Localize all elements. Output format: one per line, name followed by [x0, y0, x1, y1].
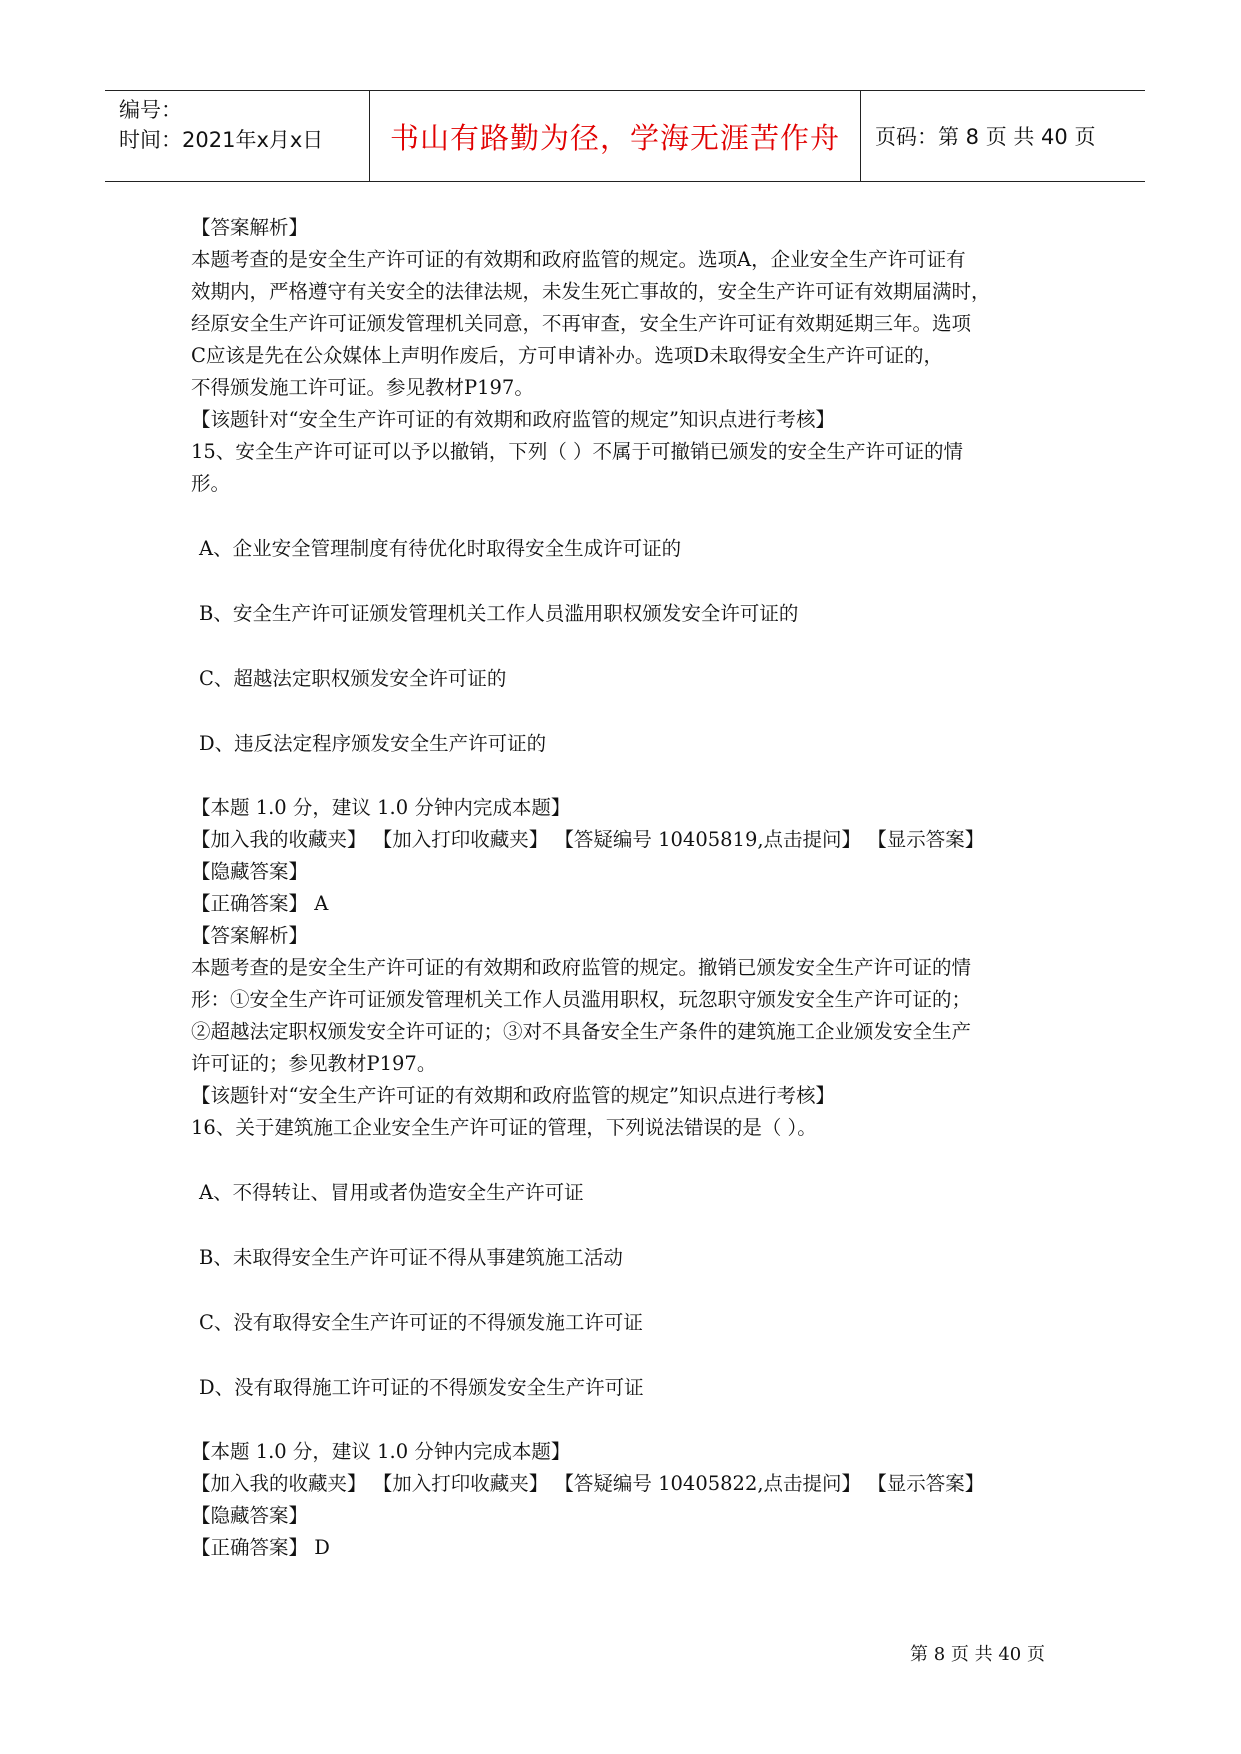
analysis-label: 【答案解析】	[191, 216, 309, 239]
document-number-label: 编号：	[119, 98, 182, 122]
header-left-cell	[105, 91, 370, 181]
page-footer: 第 8 页 共 40 页	[910, 1644, 1045, 1665]
analysis-line: C应该是先在公众媒体上声明作废后，方可申请补办。选项D未取得安全生产许可证的，	[191, 344, 944, 367]
question-15-hide-answer[interactable]: 【隐藏答案】	[191, 860, 309, 883]
question-15-option-b: B、安全生产许可证颁发管理机关工作人员滥用职权颁发安全许可证的	[199, 602, 799, 625]
knowledge-point: 【该题针对“安全生产许可证的有效期和政府监管的规定”知识点进行考核】	[191, 1084, 835, 1107]
question-15-stem: 形。	[191, 472, 231, 495]
question-15-stem: 15、安全生产许可证可以予以撤销，下列（ ）不属于可撤销已颁发的安全生产许可证的情	[191, 440, 964, 463]
question-16-actions[interactable]: 【加入我的收藏夹】 【加入打印收藏夹】 【答疑编号 10405822,点击提问】 【显示答案】	[191, 1472, 985, 1495]
analysis-line: 经原安全生产许可证颁发管理机关同意，不再审查，安全生产许可证有效期延期三年。选项	[191, 312, 972, 335]
question-16-option-b: B、未取得安全生产许可证不得从事建筑施工活动	[199, 1246, 623, 1269]
document-body	[191, 212, 1081, 1564]
header-page-info: 页码：第 8 页 共 40 页	[875, 125, 1096, 149]
analysis-line: ②超越法定职权颁发安全许可证的；③对不具备安全生产条件的建筑施工企业颁发安全生产	[191, 1020, 972, 1043]
question-16-score: 【本题 1.0 分，建议 1.0 分钟内完成本题】	[191, 1440, 571, 1463]
question-16-answer: 【正确答案】 D	[191, 1536, 330, 1559]
analysis-line: 形：①安全生产许可证颁发管理机关工作人员滥用职权，玩忽职守颁发安全生产许可证的；	[191, 988, 972, 1011]
question-15-option-a: A、企业安全管理制度有待优化时取得安全生成许可证的	[199, 537, 682, 560]
question-16-option-c: C、没有取得安全生产许可证的不得颁发施工许可证	[199, 1311, 643, 1334]
analysis-line: 许可证的；参见教材P197。	[191, 1052, 437, 1075]
question-16-option-d: D、没有取得施工许可证的不得颁发安全生产许可证	[199, 1376, 644, 1399]
analysis-line: 不得颁发施工许可证。参见教材P197。	[191, 376, 534, 399]
question-16-stem: 16、关于建筑施工企业安全生产许可证的管理，下列说法错误的是（ ）。	[191, 1116, 817, 1139]
header-motto: 书山有路勤为径，学海无涯苦作舟	[370, 91, 861, 181]
question-16-hide-answer[interactable]: 【隐藏答案】	[191, 1504, 309, 1527]
analysis-line: 本题考查的是安全生产许可证的有效期和政府监管的规定。选项A，企业安全生产许可证有	[191, 248, 966, 271]
question-15-actions[interactable]: 【加入我的收藏夹】 【加入打印收藏夹】 【答疑编号 10405819,点击提问】 【显示答案】	[191, 828, 985, 851]
document-time: 时间：2021年x月x日	[119, 128, 324, 152]
analysis-line: 效期内，严格遵守有关安全的法律法规，未发生死亡事故的，安全生产许可证有效期届满时，	[191, 280, 991, 303]
question-15-option-d: D、违反法定程序颁发安全生产许可证的	[199, 732, 547, 755]
knowledge-point: 【该题针对“安全生产许可证的有效期和政府监管的规定”知识点进行考核】	[191, 408, 835, 431]
question-15-option-c: C、超越法定职权颁发安全许可证的	[199, 667, 507, 690]
analysis-line: 本题考查的是安全生产许可证的有效期和政府监管的规定。撤销已颁发安全生产许可证的情	[191, 956, 972, 979]
question-15-score: 【本题 1.0 分，建议 1.0 分钟内完成本题】	[191, 796, 571, 819]
question-16-option-a: A、不得转让、冒用或者伪造安全生产许可证	[199, 1181, 584, 1204]
analysis-label: 【答案解析】	[191, 924, 309, 947]
page-header	[105, 90, 1145, 182]
question-15-answer: 【正确答案】 A	[191, 892, 329, 915]
